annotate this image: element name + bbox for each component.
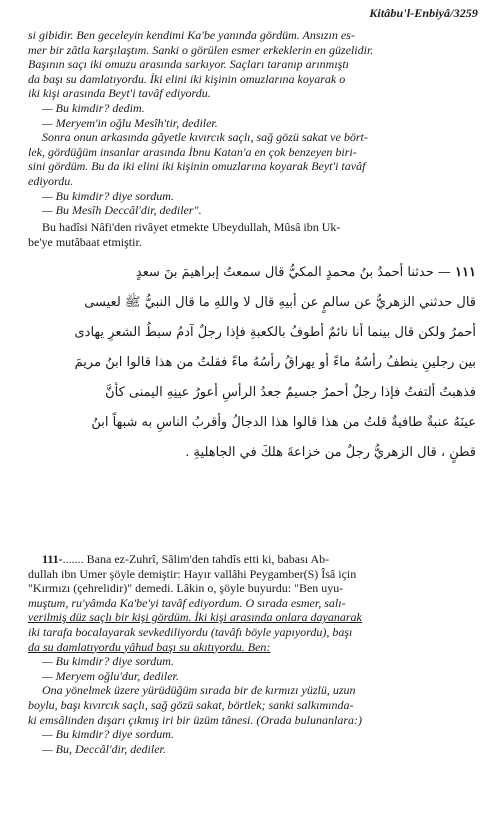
underlined-line: verilmiş düz saçlı bir kişi gördüm. İki kişi arasında onlara dayanarak bbox=[28, 610, 362, 625]
text-line: Sonra onun arkasında gâyetle kıvırcık saçlı, sağ gözü sakat ve bört- bbox=[42, 130, 368, 145]
text-line: "Kırmızı (çehrelidir)" demedi. Lâkin o, şöyle buyurdu: "Ben uyu- bbox=[28, 581, 344, 596]
hadith-translation-continued bbox=[28, 28, 474, 218]
text-line: iki tarafa bocalayarak sevkediliyordu (tavâfı böyle yapıyordu), başı bbox=[28, 624, 353, 639]
dialogue-line: — Bu, Deccâl'dir, dediler. bbox=[42, 741, 166, 756]
dialogue-line: — Bu kimdir? dedim. bbox=[42, 100, 145, 115]
text-line: sini gördüm. Bu da iki elini iki kişinin omuzlarına koyarak Beyt'i tavâf bbox=[28, 159, 366, 174]
dialogue-line: — Meryem'in oğlu Mesîh'tir, dediler. bbox=[42, 115, 218, 130]
arabic-line: أحمرُ ولكن قال بينما أنا نائمٌ أطوفُ بالكعبةِ فإذا رجلٌ آدمُ سبطُ الشعرِ يهادى bbox=[74, 325, 476, 340]
text-line: boylu, başı kıvırcık saçlı, sağ gözü sakat, börtlek; sanki salkımında- bbox=[28, 697, 354, 712]
text-line: si gibidir. Ben geceleyin kendimi Ka'be yanında gördüm. Ansızın es- bbox=[28, 28, 355, 42]
arabic-line: بين رجلينِ ينطفُ رأسُهُ ماءً أو يهراقُ رأسُهُ ماءً فقلتُ من هذا قالوا ابنُ مريمَ bbox=[74, 355, 476, 370]
text-line: muştum, ru'yâmda Ka'be'yi tavâf ediyordum. O sırada esmer, salı- bbox=[28, 595, 346, 610]
dialogue-line: — Bu Mesîh Deccâl'dir, dediler". bbox=[42, 203, 202, 218]
hadith-number-arabic: ١١١ bbox=[455, 265, 476, 280]
hadith-number: 111- bbox=[42, 552, 63, 566]
arabic-line: عينَهُ عنبةٌ طافيةٌ قلتُ من هذا قالوا هذا الدجالُ وأقربُ الناسِ به شبهاً ابنُ bbox=[91, 415, 476, 430]
text-line: mer bir zâtla karşılaştım. Sanki o görülen esmer erkeklerin en güzelidir. bbox=[28, 42, 374, 57]
arabic-line: فذهبتُ ألتفتُ فإذا رجلٌ أحمرُ جسيمٌ جعدُ الرأسِ أعورُ عينِهِ اليمنى كأنَّ bbox=[105, 385, 476, 400]
dialogue-line: — Bu kimdir? diye sordum. bbox=[42, 654, 174, 669]
text-line: iki kişi arasında Beyt'i tavâf ediyordu. bbox=[28, 86, 211, 101]
arabic-line: قطنٍ ، قال الزهريُّ رجلٌ من خزاعةَ هلكَ في الجاهليةِ . bbox=[185, 445, 476, 460]
narration-note bbox=[28, 220, 474, 249]
text-line: ediyordu. bbox=[28, 173, 74, 188]
text-line: Bu hadîsi Nâfi'den rivâyet etmekte Ubeydullah, Mûsâ ibn Uk- bbox=[42, 220, 341, 234]
dialogue-line: — Bu kimdir? diye sordum. bbox=[42, 727, 174, 742]
text-line: da başı su damlatıyordu. İki elini iki kişinin omuzlarına koyarak o bbox=[28, 71, 346, 86]
arabic-line: ١١١ — حدثنا أحمدُ بنُ محمدٍ المكيُّ قال سمعتُ إبراهيمَ بنَ سعدٍ bbox=[135, 265, 476, 280]
arabic-line: قال حدثني الزهريُّ عن سالمٍ عن أبيهِ قال لا واللهِ ما قال النبيُّ ﷺ لعيسى bbox=[84, 295, 476, 310]
arabic-hadith-text bbox=[24, 258, 476, 468]
underlined-line: da su damlatıyordu yâhud başı su akıtıyordu. Ben: bbox=[28, 639, 271, 654]
hadith-111-translation bbox=[28, 552, 474, 756]
text-line: 111-....... Bana ez-Zuhrî, Sâlim'den tahdîs etti ki, babası Ab- bbox=[42, 552, 330, 566]
text-line: Başının saçı iki omuzu arasında sarkıyor. Saçları taranıp arınmıştı bbox=[28, 57, 350, 72]
dialogue-line: — Meryem oğlu'dur, dediler. bbox=[42, 668, 179, 683]
running-header: Kitâbu'l-Enbiyâ/3259 bbox=[369, 6, 478, 20]
text-line: lek, gördüğüm insanlar arasında İbnu Katan'a en çok benzeyen biri- bbox=[28, 144, 357, 159]
text-line: be'ye mutâbaat etmiştir. bbox=[28, 234, 142, 249]
text-line: ki emsâlinden dışarı çıkmış iri bir üzüm tânesi. (Orada bulunanlara:) bbox=[28, 712, 362, 727]
dialogue-line: — Bu kimdir? diye sordum. bbox=[42, 188, 174, 203]
text-line: Ona yönelmek üzere yürüdüğüm sırada bir de kırmızı yüzlü, uzun bbox=[42, 683, 356, 698]
text-line: dullah ibn Umer şöyle demiştir: Hayır vallâhi Peygamber(S) Îsâ için bbox=[28, 566, 357, 581]
